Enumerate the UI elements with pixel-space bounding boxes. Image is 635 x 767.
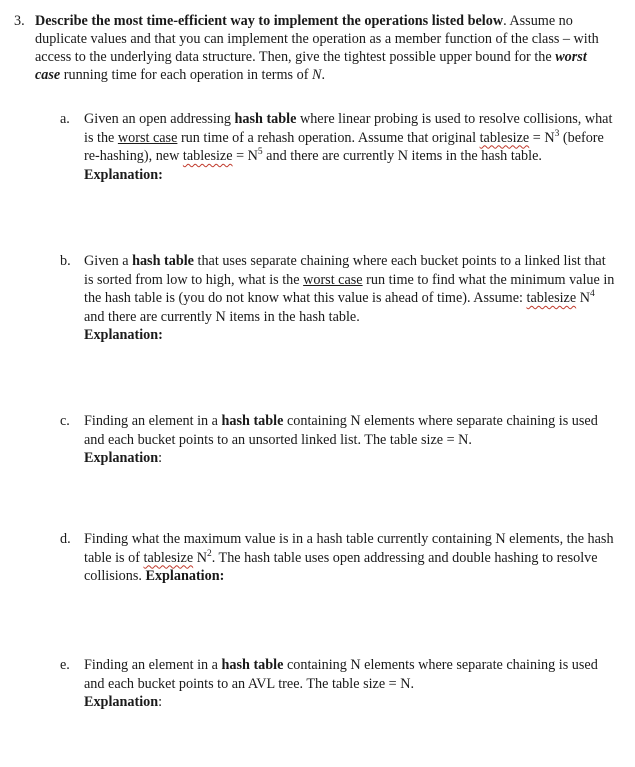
part-label: c. bbox=[60, 413, 70, 429]
explanation-label: Explanation: bbox=[145, 568, 225, 584]
part-a-text: Given an open addressing hash table where linear probing is used to resolve collisions, what is the worst case run time of a rehash operation. Assume that original tablesize = $N^3$ (before re-hashing), new tablesize = $N^5$ and there are currently N items in the hash table. Explanation: bbox=[84, 111, 613, 183]
part-a bbox=[60, 110, 615, 184]
part-b bbox=[60, 252, 615, 345]
question-text: Describe the most time-efficient way to implement the operations listed below. Assume no duplicate values and that you can implement the operation as a member function of the class – with access to the underlying data structure. Then, give the tightest possible upper bound for the worst case running time for each operation in terms of N. bbox=[35, 13, 599, 83]
part-b-text: Given a hash table that uses separate chaining where each bucket points to a linked list that is sorted from low to high, what is the worst case run time to find what the minimum value in the hash table is (you do not know what this value is ahead of time). Assume: tablesize $N^4$ and there are currently N items in the hash table. Explanation: bbox=[84, 253, 615, 343]
explanation-label: Explanation bbox=[84, 694, 159, 710]
explanation-label: Explanation: bbox=[84, 166, 163, 183]
part-c-text: Finding an element in a hash table containing N elements where separate chaining is used and each bucket points to an unsorted linked list. The table size = N. Explanation: bbox=[84, 413, 598, 466]
part-label: d. bbox=[60, 531, 71, 547]
worst-case-emphasis: worst case bbox=[35, 49, 587, 83]
part-c bbox=[60, 412, 615, 468]
part-label: e. bbox=[60, 657, 70, 673]
question-3 bbox=[14, 12, 614, 84]
part-d-text: Finding what the maximum value is in a hash table currently containing N elements, the hash table is of tablesize $N^2$. The hash table uses open addressing and double hashing to resolve collisions. Explanation: bbox=[84, 531, 614, 584]
explanation-label: Explanation: bbox=[84, 327, 163, 343]
explanation-label: Explanation bbox=[84, 450, 159, 466]
part-e-text: Finding an element in a hash table containing N elements where separate chaining is used and each bucket points to an AVL tree. The table size = N. Explanation: bbox=[84, 657, 598, 710]
part-e bbox=[60, 656, 615, 712]
part-label: b. bbox=[60, 253, 71, 269]
question-number: 3. bbox=[14, 13, 25, 29]
part-d bbox=[60, 530, 615, 586]
question-lead: Describe the most time-efficient way to implement the operations listed below bbox=[35, 13, 504, 29]
part-label: a. bbox=[60, 111, 70, 127]
